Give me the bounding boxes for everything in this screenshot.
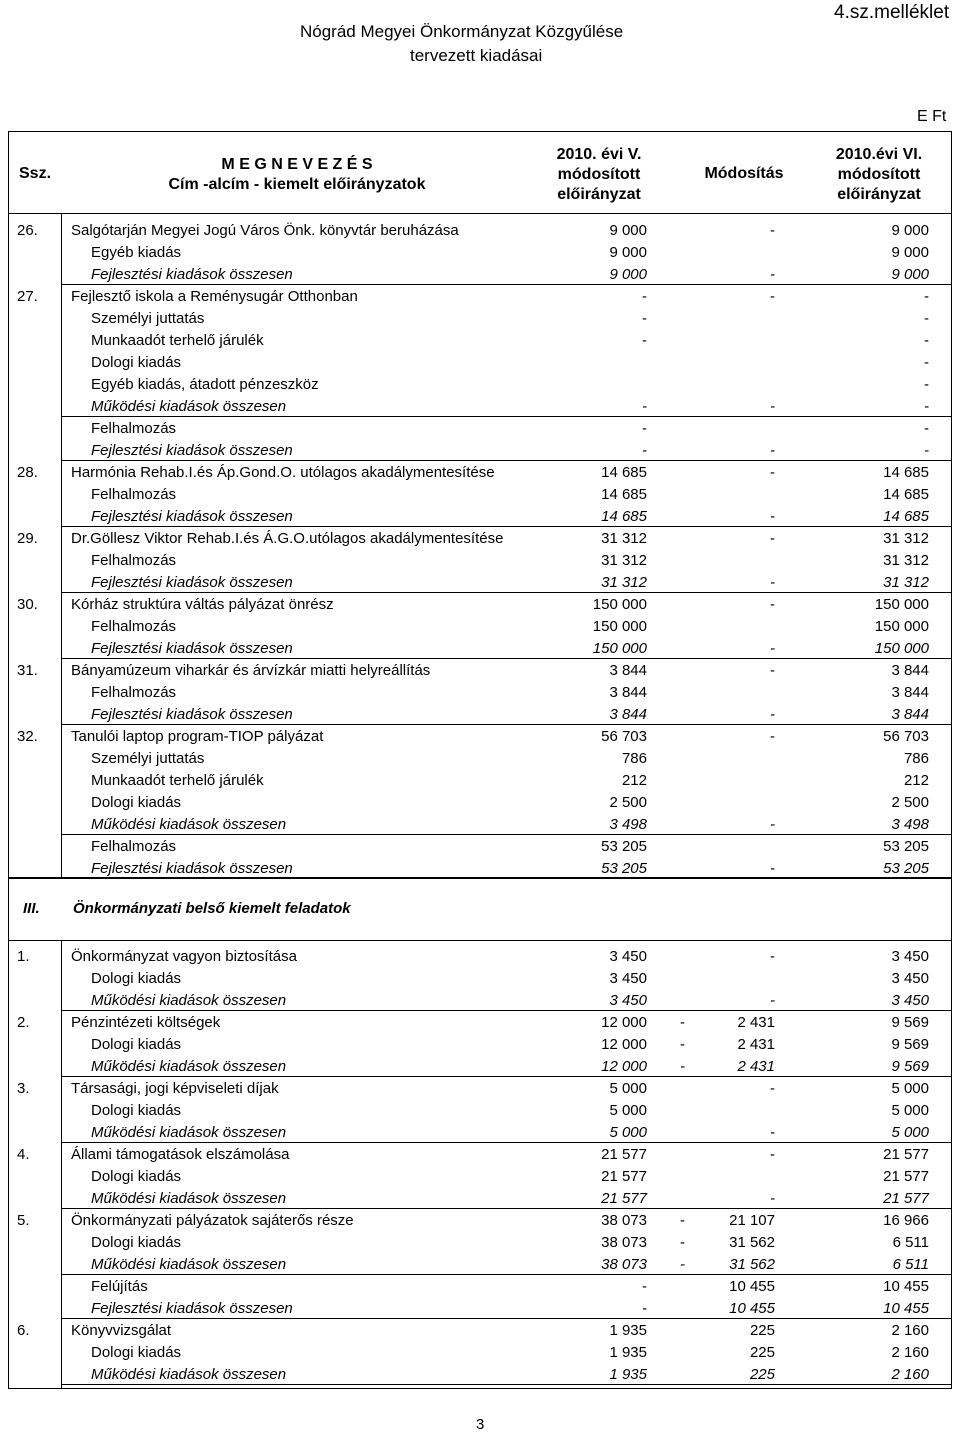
row-number: 27.: [17, 288, 38, 305]
row-label: Társasági, jogi képviseleti díjak: [71, 1080, 279, 1097]
value-new: 2 500: [891, 794, 929, 811]
modification-sign: -: [680, 1256, 685, 1273]
value-prev: 150 000: [592, 618, 647, 635]
value-new: 56 703: [883, 728, 929, 745]
table-row: [9, 1121, 951, 1143]
row-number: 32.: [17, 728, 38, 745]
value-prev: 53 205: [601, 860, 647, 877]
value-prev: 150 000: [592, 596, 647, 613]
row-label: Fejlesztési kiadások összesen: [91, 1300, 293, 1317]
table-row: [9, 527, 951, 549]
value-prev: 5 000: [609, 1080, 647, 1097]
row-number: 29.: [17, 530, 38, 547]
value-new: -: [924, 398, 929, 415]
value-new: 5 000: [891, 1124, 929, 1141]
table-row: [9, 1055, 951, 1077]
table-row: [9, 791, 951, 813]
value-prev: 3 450: [609, 970, 647, 987]
row-label: Bányamúzeum viharkár és árvízkár miatti helyreállítás: [71, 662, 431, 679]
value-modification: -: [770, 596, 775, 613]
value-new: 150 000: [874, 596, 929, 613]
value-modification: 225: [749, 1366, 775, 1383]
value-prev: 3 450: [609, 948, 647, 965]
value-modification: 225: [749, 1322, 775, 1339]
table-row: [9, 747, 951, 769]
table-row: [9, 703, 951, 725]
row-label: Működési kiadások összesen: [91, 1058, 287, 1075]
value-prev: 2 500: [609, 794, 647, 811]
row-label: Pénzintézeti költségek: [71, 1014, 221, 1031]
table-row: [9, 813, 951, 835]
value-prev: 1 935: [609, 1366, 647, 1383]
value-prev: 3 450: [609, 992, 647, 1009]
table-row: [9, 439, 951, 461]
value-modification: 2 431: [737, 1058, 775, 1075]
row-label: Önkormányzat vagyon biztosítása: [71, 948, 297, 965]
header-v2: [809, 145, 949, 205]
value-prev: -: [642, 398, 647, 415]
value-new: 14 685: [883, 508, 929, 525]
value-prev: 14 685: [601, 486, 647, 503]
group-separator: [61, 1384, 951, 1385]
table-row: [9, 1187, 951, 1209]
header-name-line2: Cím -alcím - kiemelt előirányzatok: [168, 176, 426, 193]
table-row: [9, 307, 951, 329]
row-number: 6.: [17, 1322, 30, 1339]
row-label: Tanulói laptop program-TIOP pályázat: [71, 728, 324, 745]
table-row: [9, 637, 951, 659]
value-modification: 2 431: [737, 1014, 775, 1031]
table-row: [9, 417, 951, 439]
table-row: [9, 1341, 951, 1363]
value-new: 2 160: [891, 1322, 929, 1339]
value-new: 150 000: [874, 640, 929, 657]
table-row: [9, 1297, 951, 1319]
value-modification: -: [770, 288, 775, 305]
value-prev: 31 312: [601, 530, 647, 547]
value-new: 2 160: [891, 1366, 929, 1383]
header-v1-line2: módosított: [557, 166, 641, 183]
table-row: [9, 857, 951, 879]
value-modification: -: [770, 398, 775, 415]
row-label: Személyi juttatás: [91, 310, 205, 327]
row-label: Fejlesztő iskola a Reménysugár Otthonban: [71, 288, 358, 305]
value-new: 3 450: [891, 948, 929, 965]
value-modification: -: [770, 992, 775, 1009]
section-title: Önkormányzati belső kiemelt feladatok: [73, 900, 351, 917]
value-new: 14 685: [883, 464, 929, 481]
row-label: Dologi kiadás: [91, 1344, 182, 1361]
value-new: 53 205: [883, 838, 929, 855]
value-modification: 10 455: [729, 1300, 775, 1317]
table-row: [9, 1253, 951, 1275]
row-number: 30.: [17, 596, 38, 613]
row-label: Fejlesztési kiadások összesen: [91, 266, 293, 283]
row-number: 5.: [17, 1212, 30, 1229]
table-row: [9, 835, 951, 857]
table-row: [9, 483, 951, 505]
table-row: [9, 1099, 951, 1121]
table-row: [9, 219, 951, 241]
row-label: Kórház struktúra váltás pályázat önrész: [71, 596, 334, 613]
value-modification: 10 455: [729, 1278, 775, 1295]
row-label: Dologi kiadás: [91, 1102, 182, 1119]
modification-sign: -: [680, 1036, 685, 1053]
value-modification: 21 107: [729, 1212, 775, 1229]
table-row: [9, 989, 951, 1011]
value-prev: 3 844: [609, 662, 647, 679]
row-label: Dologi kiadás: [91, 970, 182, 987]
value-prev: 1 935: [609, 1344, 647, 1361]
table-row: [9, 1275, 951, 1297]
value-new: 6 511: [892, 1234, 929, 1251]
table-row: [9, 241, 951, 263]
value-modification: -: [770, 816, 775, 833]
value-prev: -: [642, 332, 647, 349]
row-number: 3.: [17, 1080, 30, 1097]
value-prev: 14 685: [601, 508, 647, 525]
value-modification: -: [770, 1146, 775, 1163]
value-new: 5 000: [891, 1102, 929, 1119]
table-row: [9, 1165, 951, 1187]
table-row: [9, 1077, 951, 1099]
value-prev: 3 498: [609, 816, 647, 833]
row-label: Személyi juttatás: [91, 750, 205, 767]
row-label: Felhalmozás: [91, 552, 177, 569]
table-row: [9, 505, 951, 527]
value-new: -: [924, 442, 929, 459]
value-new: 9 000: [891, 222, 929, 239]
row-label: Dologi kiadás: [91, 1234, 182, 1251]
table-row: [9, 967, 951, 989]
value-modification: -: [770, 574, 775, 591]
table-row: [9, 1209, 951, 1231]
value-new: 21 577: [883, 1146, 929, 1163]
value-prev: 12 000: [601, 1036, 647, 1053]
value-new: -: [924, 420, 929, 437]
value-new: 31 312: [883, 552, 929, 569]
value-prev: 5 000: [609, 1102, 647, 1119]
header-mod: Módosítás: [704, 165, 784, 182]
header-name: [157, 155, 437, 195]
row-label: Fejlesztési kiadások összesen: [91, 442, 293, 459]
table-row: [9, 549, 951, 571]
value-modification: -: [770, 464, 775, 481]
modification-sign: -: [680, 1058, 685, 1075]
value-new: 9 000: [891, 244, 929, 261]
row-label: Dologi kiadás: [91, 354, 182, 371]
row-label: Könyvvizsgálat: [71, 1322, 172, 1339]
value-prev: -: [642, 288, 647, 305]
value-prev: 3 844: [609, 684, 647, 701]
row-label: Salgótarján Megyei Jogú Város Önk. könyvtár beruházása: [71, 222, 459, 239]
value-modification: -: [770, 1190, 775, 1207]
row-label: Működési kiadások összesen: [91, 816, 287, 833]
header-ssz: Ssz.: [19, 165, 52, 182]
value-new: 9 569: [891, 1036, 929, 1053]
row-number: 4.: [17, 1146, 30, 1163]
value-prev: 21 577: [601, 1168, 647, 1185]
table-row: [9, 1011, 951, 1033]
value-new: 31 312: [883, 574, 929, 591]
value-modification: -: [770, 728, 775, 745]
table-row: [9, 769, 951, 791]
value-new: 53 205: [883, 860, 929, 877]
row-number: 26.: [17, 222, 38, 239]
value-new: 21 577: [883, 1190, 929, 1207]
value-modification: 225: [749, 1344, 775, 1361]
table-row: [9, 461, 951, 483]
value-new: -: [924, 310, 929, 327]
row-label: Fejlesztési kiadások összesen: [91, 640, 293, 657]
table-row: [9, 945, 951, 967]
value-new: 21 577: [883, 1168, 929, 1185]
value-prev: 5 000: [609, 1124, 647, 1141]
row-label: Felújítás: [91, 1278, 148, 1295]
value-prev: 9 000: [609, 222, 647, 239]
row-label: Felhalmozás: [91, 684, 177, 701]
row-number: 31.: [17, 662, 38, 679]
row-label: Felhalmozás: [91, 486, 177, 503]
value-prev: 38 073: [601, 1234, 647, 1251]
header-v1: [529, 145, 669, 205]
value-prev: -: [642, 442, 647, 459]
table-row: [9, 1319, 951, 1341]
table-row: [9, 681, 951, 703]
value-prev: 212: [621, 772, 647, 789]
table-row: [9, 373, 951, 395]
row-label: Felhalmozás: [91, 618, 177, 635]
value-modification: -: [770, 706, 775, 723]
row-label: Fejlesztési kiadások összesen: [91, 706, 293, 723]
header-v2-line3: előirányzat: [837, 186, 921, 203]
document-title: Nógrád Megyei Önkormányzat Közgyűlése: [300, 22, 624, 41]
value-prev: 1 935: [609, 1322, 647, 1339]
value-new: 9 569: [891, 1058, 929, 1075]
row-number: 28.: [17, 464, 38, 481]
modification-sign: -: [680, 1014, 685, 1031]
value-prev: 53 205: [601, 838, 647, 855]
value-prev: 31 312: [601, 552, 647, 569]
row-label: Munkaadót terhelő járulék: [91, 332, 264, 349]
table-row: [9, 285, 951, 307]
value-modification: -: [770, 948, 775, 965]
value-prev: 38 073: [601, 1212, 647, 1229]
table-row: [9, 351, 951, 373]
section-header: [8, 878, 952, 940]
row-label: Fejlesztési kiadások összesen: [91, 508, 293, 525]
value-new: 14 685: [883, 486, 929, 503]
value-modification: -: [770, 530, 775, 547]
table-row: [9, 1231, 951, 1253]
row-label: Működési kiadások összesen: [91, 1190, 287, 1207]
document-subtitle: tervezett kiadásai: [410, 46, 543, 65]
value-prev: 786: [621, 750, 647, 767]
value-new: 2 160: [891, 1344, 929, 1361]
value-prev: -: [642, 420, 647, 437]
table-row: [9, 1143, 951, 1165]
row-label: Harmónia Rehab.I.és Áp.Gond.O. utólagos akadálymentesítése: [71, 464, 495, 481]
table-row: [9, 329, 951, 351]
value-new: 6 511: [892, 1256, 929, 1273]
value-prev: 12 000: [601, 1014, 647, 1031]
row-label: Egyéb kiadás, átadott pénzeszköz: [91, 376, 319, 393]
value-prev: 21 577: [601, 1190, 647, 1207]
value-new: 5 000: [891, 1080, 929, 1097]
row-label: Felhalmozás: [91, 838, 177, 855]
value-new: 212: [903, 772, 929, 789]
value-new: -: [924, 376, 929, 393]
table-row: [9, 571, 951, 593]
row-label: Felhalmozás: [91, 420, 177, 437]
value-modification: -: [770, 508, 775, 525]
value-prev: 31 312: [601, 574, 647, 591]
value-prev: 14 685: [601, 464, 647, 481]
value-new: 3 844: [891, 662, 929, 679]
value-modification: -: [770, 266, 775, 283]
value-modification: -: [770, 1080, 775, 1097]
table-body-1: [8, 214, 952, 878]
page-number: 3: [476, 1416, 485, 1433]
row-label: Egyéb kiadás: [91, 244, 182, 261]
row-label: Működési kiadások összesen: [91, 398, 287, 415]
header-name-line1: M E G N E V E Z É S: [221, 156, 373, 173]
value-modification: -: [770, 442, 775, 459]
value-prev: 9 000: [609, 244, 647, 261]
header-v2-line1: 2010.évi VI.: [835, 146, 923, 163]
value-prev: -: [642, 1300, 647, 1317]
value-prev: 12 000: [601, 1058, 647, 1075]
row-label: Fejlesztési kiadások összesen: [91, 574, 293, 591]
modification-sign: -: [680, 1234, 685, 1251]
value-new: 3 498: [891, 816, 929, 833]
value-prev: 56 703: [601, 728, 647, 745]
value-new: 150 000: [874, 618, 929, 635]
table-row: [9, 1363, 951, 1385]
header-v2-line2: módosított: [837, 166, 921, 183]
value-modification: 2 431: [737, 1036, 775, 1053]
value-new: 3 450: [891, 992, 929, 1009]
value-modification: -: [770, 860, 775, 877]
value-prev: -: [642, 1278, 647, 1295]
value-modification: -: [770, 662, 775, 679]
unit-label: E Ft: [917, 108, 947, 125]
section-number: III.: [23, 900, 40, 917]
row-label: Dologi kiadás: [91, 794, 182, 811]
row-label: Működési kiadások összesen: [91, 1366, 287, 1383]
table-row: [9, 659, 951, 681]
value-modification: 31 562: [729, 1256, 775, 1273]
value-new: -: [924, 332, 929, 349]
table-body-2: [8, 940, 952, 1389]
row-label: Dologi kiadás: [91, 1168, 182, 1185]
table-row: [9, 615, 951, 637]
value-prev: 38 073: [601, 1256, 647, 1273]
row-number: 2.: [17, 1014, 30, 1031]
table-header: [8, 131, 952, 214]
table-row: [9, 593, 951, 615]
value-prev: 3 844: [609, 706, 647, 723]
table-row: [9, 263, 951, 285]
row-label: Állami támogatások elszámolása: [71, 1146, 290, 1163]
value-new: 3 450: [891, 970, 929, 987]
row-label: Működési kiadások összesen: [91, 1124, 287, 1141]
table-row: [9, 725, 951, 747]
row-number: 1.: [17, 948, 30, 965]
value-new: 786: [903, 750, 929, 767]
value-new: 10 455: [883, 1300, 929, 1317]
row-label: Önkormányzati pályázatok sajáterős része: [71, 1212, 354, 1229]
value-prev: -: [642, 310, 647, 327]
value-new: -: [924, 354, 929, 371]
value-new: 3 844: [891, 706, 929, 723]
value-new: 9 000: [891, 266, 929, 283]
modification-sign: -: [680, 1212, 685, 1229]
value-prev: 21 577: [601, 1146, 647, 1163]
value-new: 10 455: [883, 1278, 929, 1295]
value-prev: 150 000: [592, 640, 647, 657]
table-row: [9, 395, 951, 417]
value-modification: -: [770, 1124, 775, 1141]
value-new: 31 312: [883, 530, 929, 547]
table-row: [9, 1033, 951, 1055]
row-label: Munkaadót terhelő járulék: [91, 772, 264, 789]
row-label: Dr.Göllesz Viktor Rehab.I.és Á.G.O.utólagos akadálymentesítése: [71, 530, 504, 547]
value-modification: 31 562: [729, 1234, 775, 1251]
value-modification: -: [770, 640, 775, 657]
header-v1-line3: előirányzat: [557, 186, 641, 203]
value-new: 3 844: [891, 684, 929, 701]
row-label: Fejlesztési kiadások összesen: [91, 860, 293, 877]
row-label: Működési kiadások összesen: [91, 992, 287, 1009]
row-label: Működési kiadások összesen: [91, 1256, 287, 1273]
annex-label: 4.sz.melléklet: [834, 2, 950, 23]
value-modification: -: [770, 222, 775, 239]
value-new: -: [924, 288, 929, 305]
value-new: 16 966: [883, 1212, 929, 1229]
value-prev: 9 000: [609, 266, 647, 283]
header-v1-line1: 2010. évi V.: [556, 146, 642, 163]
value-new: 9 569: [891, 1014, 929, 1031]
row-label: Dologi kiadás: [91, 1036, 182, 1053]
